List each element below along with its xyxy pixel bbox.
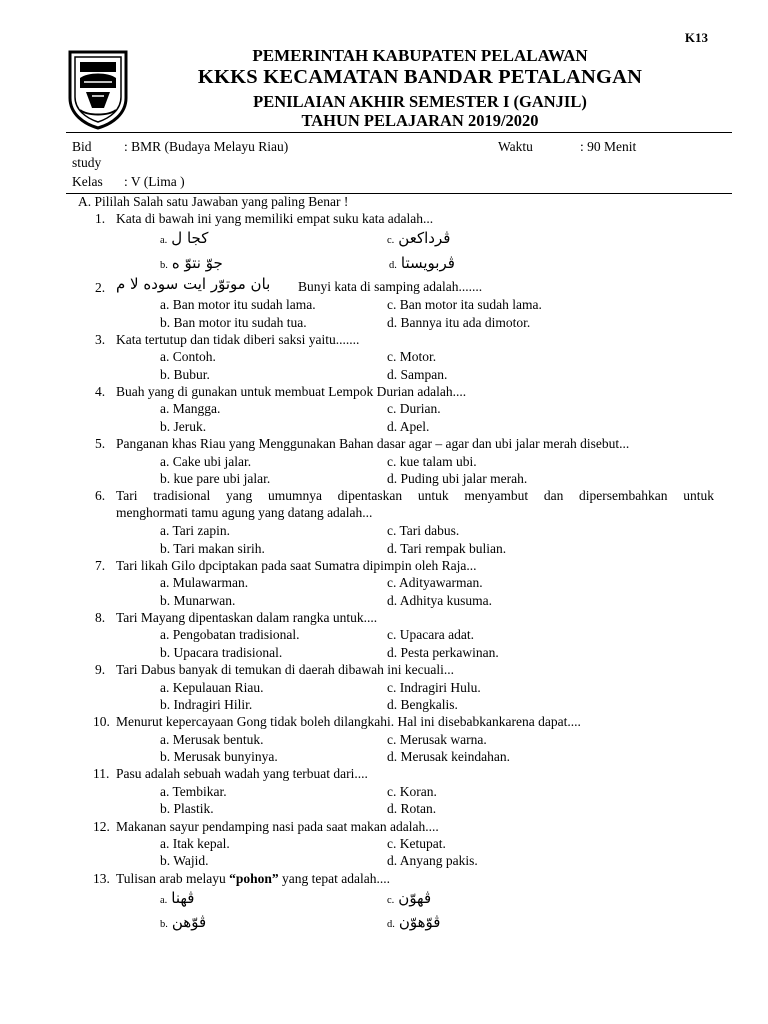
option-a: a. Tari zapin.: [160, 523, 231, 538]
question-text: Tari Dabus banyak di temukan di daerah dibawah ini kecuali...: [116, 662, 454, 677]
question-text: Tari likah Gilo dpciptakan pada saat Sumatra dipimpin oleh Raja...: [116, 558, 477, 573]
option-b: b. Merusak bunyinya.: [160, 749, 278, 764]
question-number: 7.: [95, 558, 106, 573]
option-a: a. Itak kepal.: [160, 836, 230, 851]
option-a: a. Mangga.: [160, 401, 221, 416]
option-d: d. Pesta perkawinan.: [387, 645, 499, 660]
option-d: d. Puding ubi jalar merah.: [387, 471, 528, 486]
option-d: d. Bannya itu ada dimotor.: [387, 315, 531, 330]
section-title: A. Pililah Salah satu Jawaban yang paling Benar !: [78, 194, 349, 209]
option-b: b. Munarwan.: [160, 593, 236, 608]
option-d: d. Rotan.: [387, 801, 437, 816]
question-text-continued: menghormati tamu agung yang datang adalah...: [116, 505, 373, 520]
option-b: b. kue pare ubi jalar.: [160, 471, 271, 486]
option-d: d. Apel.: [387, 419, 430, 434]
option-b: b. Wajid.: [160, 853, 209, 868]
option-c: c. Ketupat.: [387, 836, 446, 851]
option-b: b. Indragiri Hilir.: [160, 697, 253, 712]
subject-label: Bid: [72, 139, 92, 154]
question-text: Bunyi kata di samping adalah.......: [298, 279, 483, 294]
option-c: c. ڤرداکعن: [387, 229, 451, 247]
option-b: b. Tari makan sirih.: [160, 541, 265, 556]
question-text: Makanan sayur pendamping nasi pada saat makan adalah....: [116, 819, 439, 834]
question-number: 13.: [93, 871, 110, 886]
option-a: a. Merusak bentuk.: [160, 732, 264, 747]
option-a: a. کجا ل: [160, 229, 209, 247]
question-text: Pasu adalah sebuah wadah yang terbuat dari....: [116, 766, 368, 781]
option-a: a. Pengobatan tradisional.: [160, 627, 300, 642]
question-number: 10.: [93, 714, 110, 729]
question-number: 6.: [95, 488, 106, 503]
question-number: 8.: [95, 610, 106, 625]
question-text: Tari tradisional yang umumnya dipentaskan untuk menyambut dan dipersembahkan untuk: [116, 488, 714, 503]
option-d: d. ڤربويستا: [389, 254, 455, 272]
subject-label-continued: study: [72, 155, 102, 170]
option-c: c. Ban motor ita sudah lama.: [387, 297, 542, 312]
question-text: Menurut kepercayaan Gong tidak boleh dilangkahi. Hal ini disebabkankarena dapat....: [116, 714, 581, 729]
question-number: 3.: [95, 332, 106, 347]
option-c: c. ڤهوّن: [387, 889, 432, 907]
question-number: 1.: [95, 211, 106, 226]
option-a: a. Ban motor itu sudah lama.: [160, 297, 316, 312]
question-text: Kata tertutup dan tidak diberi saksi yaitu.......: [116, 332, 360, 347]
option-b: b. ڤوّهن: [160, 913, 207, 931]
option-c: c. Koran.: [387, 784, 437, 799]
question-text: Kata di bawah ini yang memiliki empat suku kata adalah...: [116, 211, 434, 226]
class-label: Kelas: [72, 174, 103, 189]
option-a: a. Mulawarman.: [160, 575, 249, 590]
option-a: a. ڤهنا: [160, 889, 195, 907]
option-c: c. Durian.: [387, 401, 441, 416]
option-d: d. Bengkalis.: [387, 697, 458, 712]
question-text: Buah yang di gunakan untuk membuat Lempok Durian adalah....: [116, 384, 467, 399]
option-d: d. Anyang pakis.: [387, 853, 478, 868]
option-c: c. Upacara adat.: [387, 627, 474, 642]
option-d: d. ڤوّهوّن: [387, 913, 441, 931]
option-b: b. جوّ نتوّ ه: [160, 254, 223, 272]
option-b: b. Bubur.: [160, 367, 210, 382]
option-c: c. Adityawarman.: [387, 575, 483, 590]
header-government: PEMERINTAH KABUPATEN PELALAWAN: [252, 46, 588, 65]
question-text: Tulisan arab melayu “pohon” yang tepat adalah....: [116, 871, 390, 886]
header-divider: [66, 132, 732, 133]
header-exam-title: PENILAIAN AKHIR SEMESTER I (GANJIL): [253, 92, 587, 111]
header-school-group: KKKS KECAMATAN BANDAR PETALANGAN: [197, 66, 643, 88]
curriculum-code: K13: [684, 30, 708, 45]
option-b: b. Upacara tradisional.: [160, 645, 283, 660]
question-text: Panganan khas Riau yang Menggunakan Bahan dasar agar – agar dan ubi jalar merah disebut...: [116, 436, 630, 451]
option-d: d. Sampan.: [387, 367, 448, 382]
option-b: b. Ban motor itu sudah tua.: [160, 315, 307, 330]
option-c: c. Tari dabus.: [387, 523, 460, 538]
option-b: b. Jeruk.: [160, 419, 207, 434]
time-value: : 90 Menit: [580, 139, 637, 154]
option-a: a. Tembikar.: [160, 784, 227, 799]
header-school-year: TAHUN PELAJARAN 2019/2020: [301, 111, 539, 130]
question-number: 11.: [93, 766, 110, 781]
option-b: b. Plastik.: [160, 801, 214, 816]
subject-value: : BMR (Budaya Melayu Riau): [124, 139, 289, 154]
question-number: 4.: [95, 384, 106, 399]
class-value: : V (Lima ): [124, 174, 185, 189]
option-a: a. Contoh.: [160, 349, 216, 364]
option-d: d. Merusak keindahan.: [387, 749, 510, 764]
option-c: c. Motor.: [387, 349, 437, 364]
option-a: a. Cake ubi jalar.: [160, 454, 252, 469]
time-label: Waktu: [498, 139, 533, 154]
option-d: d. Tari rempak bulian.: [387, 541, 507, 556]
question-text: Tari Mayang dipentaskan dalam rangka untuk....: [116, 610, 378, 625]
question-number: 9.: [95, 662, 106, 677]
question-number: 2.: [95, 280, 106, 295]
arabic-malay-phrase: بان موتوّر ايت سوده لا م: [116, 275, 271, 293]
option-c: c. Merusak warna.: [387, 732, 487, 747]
option-c: c. kue talam ubi.: [387, 454, 477, 469]
option-d: d. Adhitya kusuma.: [387, 593, 492, 608]
question-number: 5.: [95, 436, 106, 451]
option-c: c. Indragiri Hulu.: [387, 680, 481, 695]
option-a: a. Kepulauan Riau.: [160, 680, 264, 695]
question-number: 12.: [93, 819, 110, 834]
regency-emblem-logo: [66, 48, 130, 130]
